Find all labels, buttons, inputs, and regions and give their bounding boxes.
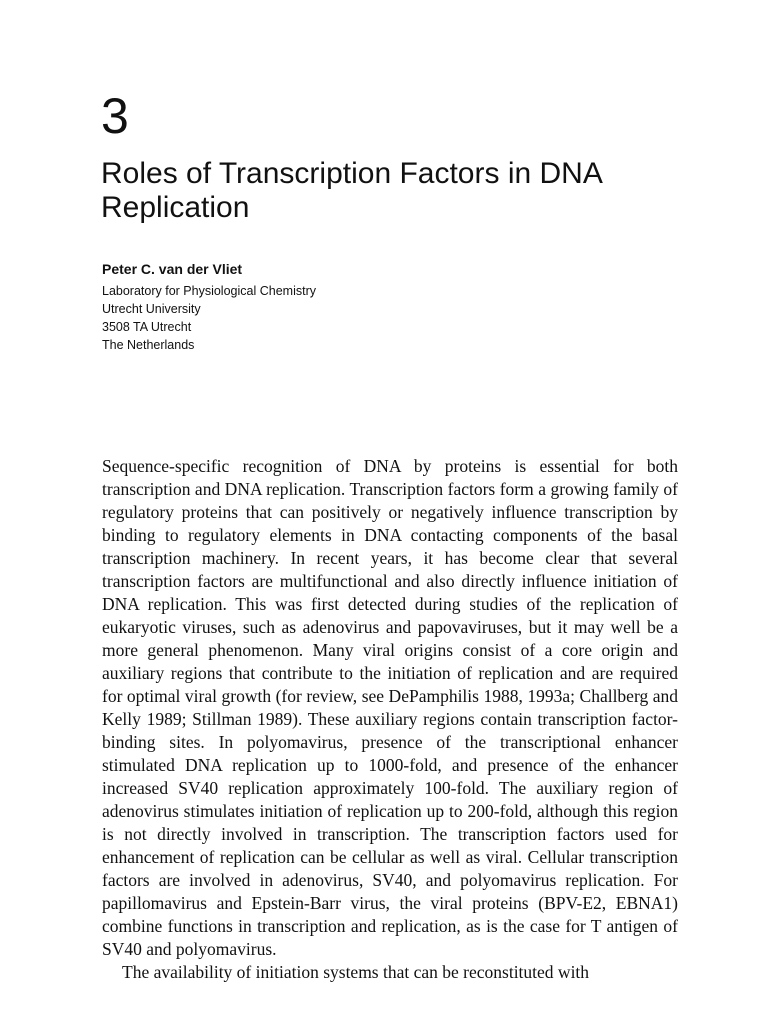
chapter-title: Roles of Transcription Factors in DNA Replication	[101, 157, 602, 224]
chapter-number: 3	[101, 88, 129, 144]
author-name: Peter C. van der Vliet	[102, 261, 243, 277]
body-paragraph: Sequence-specific recognition of DNA by proteins is essential for both transcription and DNA replication. Transcription factors form a growing family of regulatory proteins that can positively or negatively influence transcription by binding to regulatory elements in DNA contacting components of the basal transcription machinery. In recent years, it has become clear that several transcription factors are multifunctional and also directly influence initiation of DNA replication. This was first detected during studies of the replication of eukaryotic viruses, such as adenovirus and papovaviruses, but it may well be a more general phenomenon. Many viral origins consist of a core origin and auxiliary regions that contribute to the initiation of replication and are required for optimal viral growth (for review, see DePamphilis 1988, 1993a; Challberg and Kelly 1989; Stillman 1989). These auxiliary regions contain transcription factor-binding sites. In polyomavirus, presence of the transcriptional enhancer stimulated DNA replication up to 1000-fold, and presence of the enhancer increased SV40 replication approximately 100-fold. The auxiliary region of adenovirus stimulates initiation of replication up to 200-fold, although this region is not directly involved in transcription. The transcription factors used for enhancement of replication can be cellular as well as viral. Cellular transcription factors are involved in adenovirus, SV40, and polyomavirus replication. For papillomavirus and Epstein-Barr virus, the viral proteins (BPV-E2, EBNA1) combine functions in transcription and replication, as is the case for T antigen of SV40 and polyomavirus.	[102, 456, 678, 959]
body-text	[102, 455, 678, 984]
affiliation-department: Laboratory for Physiological Chemistry	[102, 284, 316, 298]
body-paragraph: The availability of initiation systems that can be reconstituted with	[122, 962, 590, 982]
affiliation-country: The Netherlands	[102, 338, 195, 352]
affiliation-university: Utrecht University	[102, 302, 201, 316]
affiliation-postal-code: 3508 TA Utrecht	[102, 320, 192, 334]
author-block	[102, 259, 316, 354]
